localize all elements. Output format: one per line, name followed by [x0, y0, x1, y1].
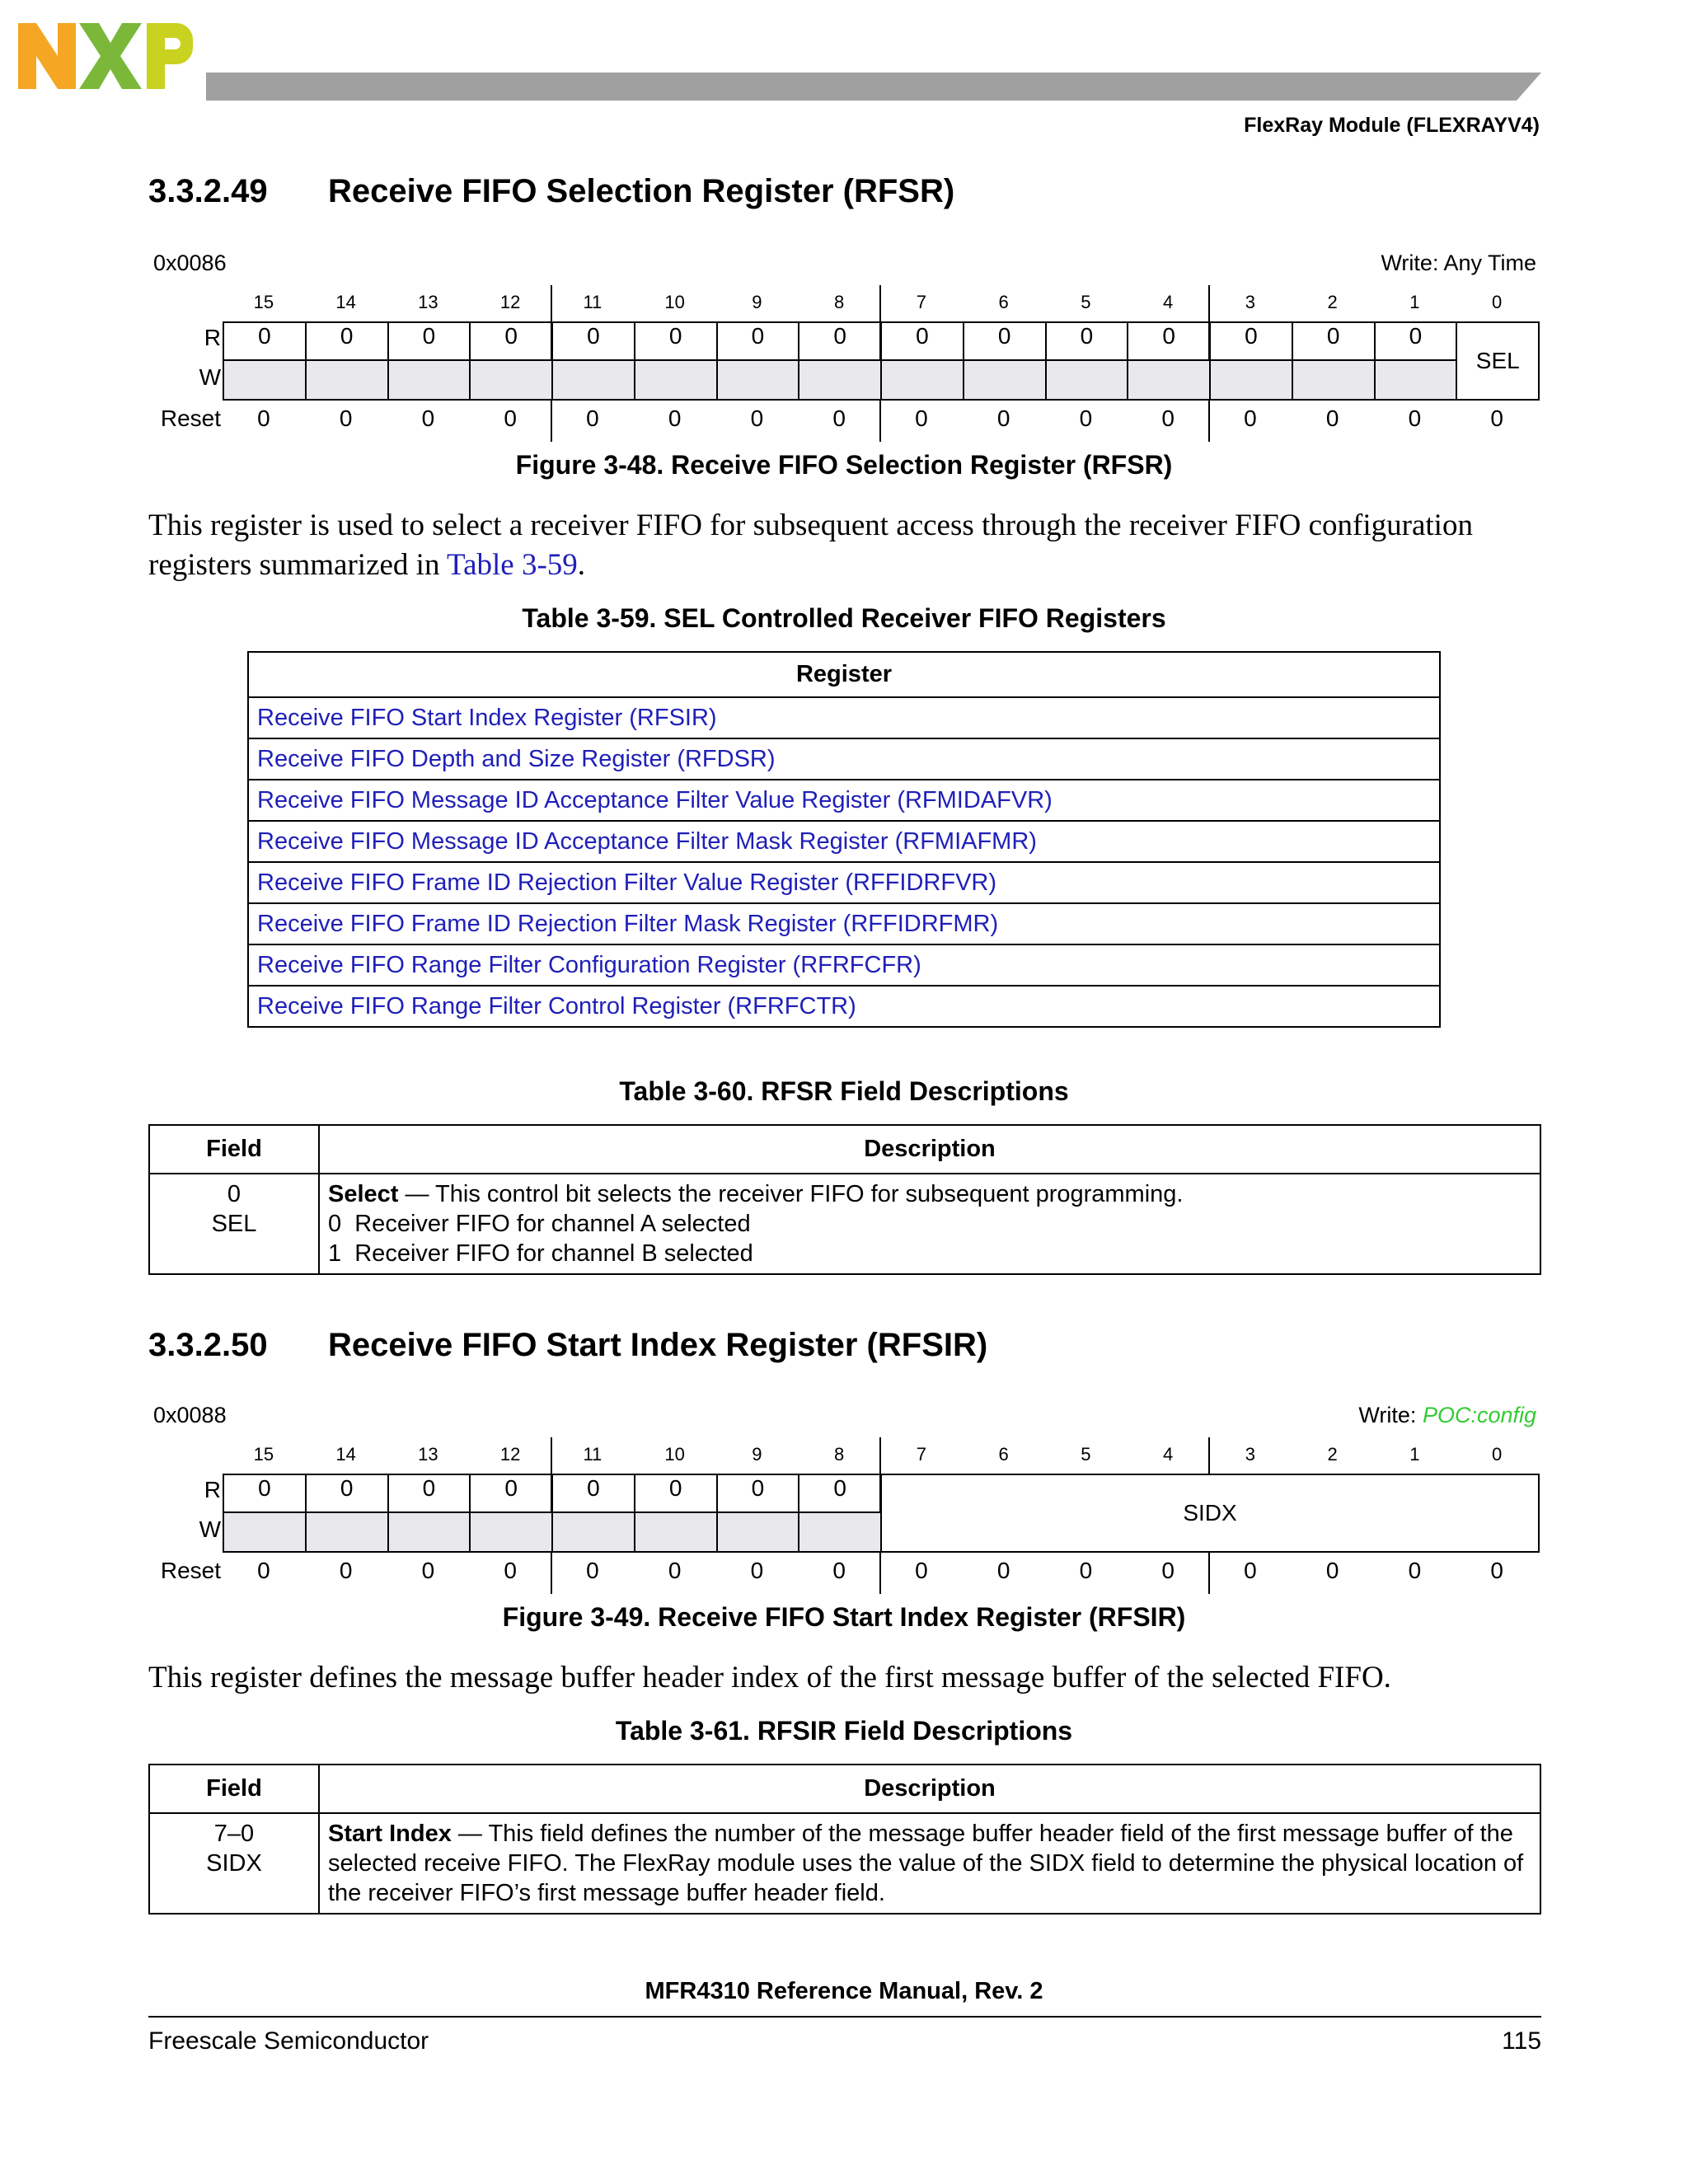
w-bit — [224, 1513, 307, 1551]
field-name: SIDX — [206, 1850, 262, 1877]
field-name: SEL — [211, 1211, 257, 1237]
register-link[interactable]: Receive FIFO Range Filter Configuration Register (RFRFCFR) — [248, 944, 1440, 986]
reset-value: 0 — [421, 405, 435, 431]
bit-number: 8 — [834, 292, 845, 312]
table-row — [248, 944, 1440, 986]
sel-field: SEL — [1475, 348, 1520, 373]
reset-value: 0 — [1325, 1558, 1339, 1583]
figure-caption: Figure 3-49. Receive FIFO Start Index Register (RFSIR) — [502, 1602, 1186, 1632]
table-row — [248, 738, 1440, 780]
w-bit — [799, 361, 882, 399]
r-bit: 0 — [799, 1475, 882, 1513]
rfsr-paragraph — [148, 506, 1533, 585]
bit-number: 2 — [1327, 1444, 1338, 1465]
reset-value: 0 — [504, 1558, 517, 1583]
bit-number: 10 — [664, 1444, 685, 1465]
w-bit — [635, 1513, 718, 1551]
desc-line: 0 Receiver FIFO for channel A selected — [328, 1211, 751, 1237]
footer-company: Freescale Semiconductor — [148, 2027, 429, 2055]
reset-value: 0 — [586, 1558, 599, 1583]
bit-number: 1 — [1409, 1444, 1420, 1465]
reset-value: 0 — [339, 405, 353, 431]
desc-text: — This field defines the number of the message buffer header field of the first message buffer of the selected receive FIFO. The FlexRay module uses the value of the SIDX field to determine the physical location of the receiver FIFO’s first message buffer header field. — [328, 1821, 1524, 1906]
w-bit — [471, 1513, 553, 1551]
reset-value: 0 — [915, 1558, 928, 1583]
r-bit: 0 — [307, 1475, 389, 1513]
r-bit: 0 — [389, 1475, 471, 1513]
bit-number: 8 — [834, 1444, 845, 1465]
section-number: 3.3.2.50 — [148, 1327, 268, 1363]
reset-value: 0 — [421, 1558, 435, 1583]
rfsir-field-descriptions — [148, 1764, 1541, 1915]
w-bit — [1047, 361, 1129, 399]
r-bit: 0 — [389, 323, 471, 361]
w-bit — [964, 361, 1047, 399]
col-field: Field — [149, 1765, 319, 1813]
reset-value: 0 — [504, 405, 517, 431]
header-bar — [206, 73, 1541, 101]
r-bit: 0 — [471, 323, 553, 361]
register-link[interactable]: Receive FIFO Depth and Size Register (RFDSR) — [248, 738, 1440, 780]
register-link[interactable]: Receive FIFO Message ID Acceptance Filter Value Register (RFMIDAFVR) — [248, 780, 1440, 821]
bit-number: 7 — [916, 292, 926, 312]
table-row — [149, 1813, 1540, 1914]
table-row — [248, 903, 1440, 944]
w-bit — [1128, 361, 1211, 399]
section-label: FlexRay Module (FLEXRAYV4) — [1244, 114, 1540, 137]
reset-value: 0 — [1490, 405, 1503, 431]
table-row — [248, 862, 1440, 903]
register-bits — [223, 321, 1540, 401]
write-mode-value: POC:config — [1422, 1403, 1536, 1427]
reset-value: 0 — [668, 405, 682, 431]
paragraph-text-end: . — [577, 548, 586, 582]
reset-value: 0 — [1244, 1558, 1257, 1583]
r-bit: 0 — [1047, 323, 1129, 361]
r-bit: 0 — [224, 323, 307, 361]
reset-value: 0 — [1408, 405, 1422, 431]
bit-number: 12 — [499, 292, 521, 312]
bit-number: 11 — [583, 292, 603, 312]
reset-value: 0 — [750, 405, 764, 431]
col-description: Description — [319, 1125, 1540, 1174]
register-bits — [223, 1474, 1540, 1553]
bit-number: 6 — [998, 1444, 1009, 1465]
row-label-reset: Reset — [160, 1558, 221, 1583]
table-title: Table 3-59. SEL Controlled Receiver FIFO Registers — [522, 603, 1166, 633]
reset-value: 0 — [339, 1558, 353, 1583]
r-bit: 0 — [718, 1475, 800, 1513]
table-header: Register — [248, 652, 1440, 697]
register-address: 0x0086 — [153, 251, 227, 275]
w-bit — [718, 361, 800, 399]
figure-caption: Figure 3-48. Receive FIFO Selection Register (RFSR) — [515, 450, 1173, 480]
reset-value: 0 — [1079, 405, 1093, 431]
col-description: Description — [319, 1765, 1540, 1813]
bit-number: 14 — [335, 1444, 356, 1465]
sel-controlled-registers-table — [247, 651, 1441, 1028]
desc-bold: Start Index — [328, 1821, 452, 1847]
bit-number: 0 — [1492, 292, 1503, 312]
table-row — [248, 986, 1440, 1027]
table-row — [248, 697, 1440, 738]
register-address: 0x0088 — [153, 1403, 227, 1427]
bit-number: 4 — [1163, 292, 1174, 312]
r-bit: 0 — [1211, 323, 1293, 361]
r-bit: 0 — [635, 1475, 718, 1513]
register-link[interactable]: Receive FIFO Start Index Register (RFSIR) — [248, 697, 1440, 738]
w-bit — [799, 1513, 882, 1551]
section-title: Receive FIFO Selection Register (RFSR) — [328, 173, 955, 209]
reset-value: 0 — [1490, 1558, 1503, 1583]
w-bit — [307, 361, 389, 399]
w-bit — [224, 361, 307, 399]
section-number: 3.3.2.49 — [148, 173, 268, 209]
reset-value: 0 — [832, 1558, 846, 1583]
bit-number: 10 — [664, 292, 685, 312]
reset-value: 0 — [257, 1558, 270, 1583]
bit-number: 0 — [1492, 1444, 1503, 1465]
field-bits: 7–0 — [213, 1821, 255, 1847]
row-label-reset: Reset — [160, 405, 221, 431]
r-bit: 0 — [1293, 323, 1376, 361]
w-bit — [1211, 361, 1293, 399]
page-number: 115 — [1502, 2027, 1541, 2055]
reset-value: 0 — [915, 405, 928, 431]
w-bit — [635, 361, 718, 399]
table-title: Table 3-61. RFSIR Field Descriptions — [615, 1716, 1073, 1746]
footer-title: MFR4310 Reference Manual, Rev. 2 — [645, 1978, 1043, 2004]
w-bit — [553, 361, 635, 399]
reset-value: 0 — [750, 1558, 764, 1583]
w-bit — [389, 361, 471, 399]
bit-number: 5 — [1081, 292, 1091, 312]
reset-value: 0 — [996, 405, 1010, 431]
w-bit — [1376, 361, 1458, 399]
r-bit: 0 — [882, 323, 964, 361]
sidx-field: SIDX — [1183, 1500, 1237, 1526]
reset-value: 0 — [1408, 1558, 1422, 1583]
r-bit: 0 — [1128, 323, 1211, 361]
reset-value: 0 — [586, 405, 599, 431]
field-bits: 0 — [227, 1181, 241, 1207]
write-mode: Write: Any Time — [1381, 251, 1536, 275]
row-label-r: R — [204, 1477, 221, 1502]
table-row — [149, 1174, 1540, 1274]
bit-number: 15 — [253, 1444, 274, 1465]
bit-number: 3 — [1245, 292, 1255, 312]
reset-value: 0 — [257, 405, 270, 431]
table-title: Table 3-60. RFSR Field Descriptions — [619, 1076, 1069, 1106]
register-link[interactable]: Receive FIFO Range Filter Control Register (RFRFCTR) — [248, 986, 1440, 1027]
bit-number: 6 — [998, 292, 1009, 312]
reset-value: 0 — [1244, 405, 1257, 431]
rfsr-field-descriptions — [148, 1124, 1541, 1275]
w-bit — [553, 1513, 635, 1551]
r-bit: 0 — [553, 1475, 635, 1513]
bit-number: 3 — [1245, 1444, 1255, 1465]
r-bit: 0 — [1376, 323, 1458, 361]
bit-number: 2 — [1327, 292, 1338, 312]
desc-line: 1 Receiver FIFO for channel B selected — [328, 1240, 753, 1267]
r-bit: 0 — [553, 323, 635, 361]
bit-number: 12 — [499, 1444, 521, 1465]
r-bit: 0 — [307, 323, 389, 361]
bit-number: 5 — [1081, 1444, 1091, 1465]
table-link[interactable]: Table 3-59 — [447, 548, 578, 582]
write-mode — [1358, 1403, 1536, 1428]
bit-number: 13 — [418, 292, 438, 312]
r-bit: 0 — [635, 323, 718, 361]
write-prefix: Write: — [1358, 1403, 1423, 1427]
bit-number: 7 — [916, 1444, 926, 1465]
w-bit — [389, 1513, 471, 1551]
reset-value: 0 — [1161, 1558, 1175, 1583]
desc-bold: Select — [328, 1181, 399, 1207]
bit-number: 11 — [583, 1444, 603, 1465]
rfsir-paragraph: This register defines the message buffer header index of the first message buffer of the selected FIFO. — [148, 1661, 1391, 1694]
w-bit — [718, 1513, 800, 1551]
w-bit — [1293, 361, 1376, 399]
reset-value: 0 — [1325, 405, 1339, 431]
r-bit: 0 — [799, 323, 882, 361]
nxp-logo — [18, 23, 193, 89]
desc-text: — This control bit selects the receiver FIFO for subsequent programming. — [398, 1181, 1184, 1207]
row-label-r: R — [204, 325, 221, 350]
rfsr-register-diagram — [148, 285, 1541, 442]
table-row — [248, 780, 1440, 821]
r-bit: 0 — [224, 1475, 307, 1513]
reset-value: 0 — [668, 1558, 682, 1583]
w-bit — [307, 1513, 389, 1551]
col-field: Field — [149, 1125, 319, 1174]
row-label-w: W — [199, 1516, 221, 1542]
w-bit — [882, 361, 964, 399]
register-link[interactable]: Receive FIFO Frame ID Rejection Filter Value Register (RFFIDRFVR) — [248, 862, 1440, 903]
bit-number: 9 — [752, 292, 762, 312]
bit-number: 4 — [1163, 1444, 1174, 1465]
bit-number: 15 — [253, 292, 274, 312]
row-label-w: W — [199, 364, 221, 390]
register-link[interactable]: Receive FIFO Frame ID Rejection Filter Mask Register (RFFIDRFMR) — [248, 903, 1440, 944]
r-bit: 0 — [471, 1475, 553, 1513]
paragraph-text: This register is used to select a receiver FIFO for subsequent access through the receiver FIFO configuration registers summarized in — [148, 509, 1473, 582]
bit-number: 1 — [1409, 292, 1420, 312]
bit-number: 9 — [752, 1444, 762, 1465]
bit-number: 14 — [335, 292, 356, 312]
reset-value: 0 — [832, 405, 846, 431]
reset-value: 0 — [1161, 405, 1175, 431]
section-title: Receive FIFO Start Index Register (RFSIR) — [328, 1327, 988, 1363]
w-bit — [471, 361, 553, 399]
table-row — [248, 821, 1440, 862]
footer-rule — [148, 2016, 1541, 2018]
reset-value: 0 — [1079, 1558, 1093, 1583]
bit-number: 13 — [418, 1444, 438, 1465]
rfsir-register-diagram — [148, 1437, 1541, 1594]
r-bit: 0 — [718, 323, 800, 361]
r-bit: 0 — [964, 323, 1047, 361]
register-link[interactable]: Receive FIFO Message ID Acceptance Filter Mask Register (RFMIAFMR) — [248, 821, 1440, 862]
reset-value: 0 — [996, 1558, 1010, 1583]
